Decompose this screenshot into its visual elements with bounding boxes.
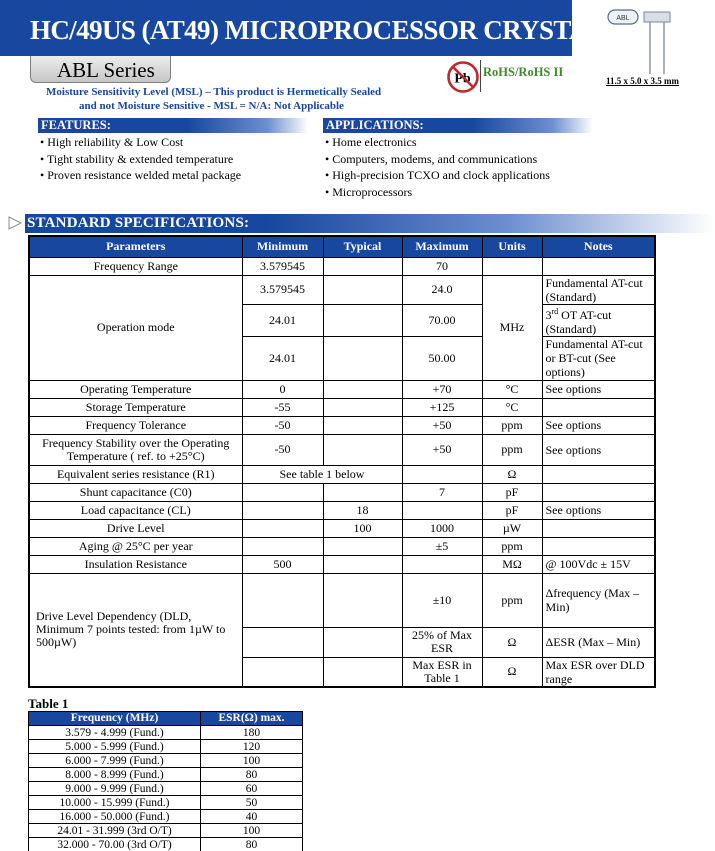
esr-cell: 50	[201, 796, 303, 810]
esr-cell: 180	[201, 726, 303, 740]
title-bar	[0, 0, 606, 56]
table-row	[29, 501, 655, 519]
param-cell: Frequency Tolerance	[29, 416, 242, 434]
frequency-cell: 16.000 - 50.000 (Fund.)	[29, 810, 201, 824]
notes-superscript: rd	[551, 306, 559, 316]
max-cell: 24.0	[402, 275, 482, 304]
units-cell: Ω	[482, 465, 542, 483]
frequency-cell: 3.579 - 4.999 (Fund.)	[29, 726, 201, 740]
application-item: • Microprocessors	[325, 184, 550, 201]
column-header: Typical	[323, 236, 402, 257]
column-header: Parameters	[29, 236, 242, 257]
units-cell: ppm	[482, 416, 542, 434]
pb-free-text: Pb	[454, 71, 471, 87]
param-cell: Frequency Stability over the Operating Temperature ( ref. to +25°C)	[29, 434, 242, 465]
notes-cell	[542, 398, 655, 416]
specifications-table	[28, 235, 656, 688]
min-cell: -55	[242, 398, 323, 416]
table-row	[29, 398, 655, 416]
notes-cell	[542, 304, 655, 336]
units-cell: MΩ	[482, 555, 542, 573]
min-cell	[242, 573, 323, 627]
application-item: • High-precision TCXO and clock applications	[325, 167, 550, 184]
application-item: • Computers, modems, and communications	[325, 151, 550, 168]
msl-line-1: Moisture Sensitivity Level (MSL) – This product is Hermetically Sealed	[46, 86, 382, 98]
notes-cell: @ 100Vdc ± 15V	[542, 555, 655, 573]
table-row	[29, 754, 303, 768]
table-header-row	[29, 236, 655, 257]
frequency-cell: 10.000 - 15.999 (Fund.)	[29, 796, 201, 810]
units-cell: ppm	[482, 537, 542, 555]
notes-text: OT AT-cut (Standard)	[545, 307, 612, 336]
product-image-label: ABL	[616, 15, 630, 22]
notes-cell: See options	[542, 434, 655, 465]
min-cell	[242, 537, 323, 555]
rohs-label: RoHS/RoHS II	[483, 65, 564, 79]
frequency-cell: 6.000 - 7.999 (Fund.)	[29, 754, 201, 768]
column-header: ESR(Ω) max.	[201, 712, 303, 726]
notes-cell: ΔESR (Max – Min)	[542, 627, 655, 657]
typ-cell	[323, 627, 402, 657]
column-header: Maximum	[402, 236, 482, 257]
param-cell: Shunt capacitance (C0)	[29, 483, 242, 501]
esr-cell: 60	[201, 782, 303, 796]
page-title: HC/49US (AT49) MICROPROCESSOR CRYSTAL	[30, 15, 606, 45]
typ-cell	[323, 336, 402, 380]
applications-list	[325, 134, 550, 200]
notes-cell: Max ESR over DLD range	[542, 657, 655, 687]
esr-cell: 100	[201, 824, 303, 838]
max-cell: 25% of Max ESR	[402, 627, 482, 657]
units-cell: pF	[482, 483, 542, 501]
table-row	[29, 782, 303, 796]
frequency-cell: 9.000 - 9.999 (Fund.)	[29, 782, 201, 796]
esr-cell: 120	[201, 740, 303, 754]
table-header-row	[29, 712, 303, 726]
max-cell: 7	[402, 483, 482, 501]
table-row	[29, 726, 303, 740]
min-cell	[242, 519, 323, 537]
typ-cell	[323, 257, 402, 275]
units-cell: °C	[482, 380, 542, 398]
units-cell: MHz	[482, 275, 542, 380]
max-cell: 1000	[402, 519, 482, 537]
esr-span-cell: See table 1 below	[242, 465, 402, 483]
max-cell: +70	[402, 380, 482, 398]
typ-cell	[323, 275, 402, 304]
table-row	[29, 824, 303, 838]
section-arrow-icon	[8, 216, 22, 230]
series-label: ABL Series	[57, 58, 155, 82]
applications-heading: APPLICATIONS:	[323, 118, 593, 133]
max-cell: ±5	[402, 537, 482, 555]
param-cell: Aging @ 25°C per year	[29, 537, 242, 555]
notes-cell: Δfrequency (Max – Min)	[542, 573, 655, 627]
table-row	[29, 573, 655, 627]
min-cell: 3.579545	[242, 275, 323, 304]
notes-cell	[542, 483, 655, 501]
max-cell: 70	[402, 257, 482, 275]
units-cell	[482, 257, 542, 275]
typ-cell	[323, 416, 402, 434]
feature-item: • Tight stability & extended temperature	[40, 151, 241, 168]
table-row	[29, 796, 303, 810]
min-cell	[242, 483, 323, 501]
table-row	[29, 810, 303, 824]
column-header: Minimum	[242, 236, 323, 257]
units-cell: °C	[482, 398, 542, 416]
esr-table	[28, 711, 303, 851]
typ-cell: 100	[323, 519, 402, 537]
param-cell: Equivalent series resistance (R1)	[29, 465, 242, 483]
max-cell: +50	[402, 416, 482, 434]
esr-cell: 100	[201, 754, 303, 768]
frequency-cell: 32.000 - 70.00 (3rd O/T)	[29, 838, 201, 851]
typ-cell	[323, 380, 402, 398]
max-cell: Max ESR in Table 1	[402, 657, 482, 687]
table-row	[29, 555, 655, 573]
features-list	[40, 134, 241, 184]
param-cell: Load capacitance (CL)	[29, 501, 242, 519]
feature-item: • High reliability & Low Cost	[40, 134, 241, 151]
frequency-cell: 8.000 - 8.999 (Fund.)	[29, 768, 201, 782]
application-item: • Home electronics	[325, 134, 550, 151]
max-cell: +50	[402, 434, 482, 465]
notes-text: 3	[545, 307, 552, 322]
notes-cell	[542, 537, 655, 555]
table-row	[29, 838, 303, 851]
table-row	[29, 416, 655, 434]
typ-cell	[323, 398, 402, 416]
notes-cell: See options	[542, 380, 655, 398]
min-cell: 24.01	[242, 304, 323, 336]
max-cell: +125	[402, 398, 482, 416]
notes-cell: See options	[542, 501, 655, 519]
feature-item: • Proven resistance welded metal package	[40, 167, 241, 184]
min-cell: -50	[242, 434, 323, 465]
table-row	[29, 519, 655, 537]
notes-cell: See options	[542, 416, 655, 434]
typ-cell	[323, 434, 402, 465]
notes-cell	[542, 519, 655, 537]
typ-cell	[323, 304, 402, 336]
units-cell: Ω	[482, 627, 542, 657]
dimensions-label: 11.5 x 5.0 x 3.5 mm	[606, 76, 679, 86]
min-cell: 0	[242, 380, 323, 398]
param-cell: Drive Level Dependency (DLD, Minimum 7 points tested: from 1µW to 500µW)	[29, 573, 242, 687]
param-cell: Insulation Resistance	[29, 555, 242, 573]
specifications-heading: STANDARD SPECIFICATIONS:	[25, 214, 715, 233]
max-cell: ±10	[402, 573, 482, 627]
units-cell: ppm	[482, 573, 542, 627]
notes-cell	[542, 465, 655, 483]
max-cell	[402, 501, 482, 519]
min-cell: 500	[242, 555, 323, 573]
min-cell: -50	[242, 416, 323, 434]
notes-cell	[542, 257, 655, 275]
pb-free-icon	[446, 60, 480, 94]
typ-cell	[323, 555, 402, 573]
table-row	[29, 465, 655, 483]
typ-cell	[323, 573, 402, 627]
table-row	[29, 434, 655, 465]
table-row	[29, 275, 655, 304]
notes-cell: Fundamental AT-cut or BT-cut (See options)	[542, 336, 655, 380]
column-header: Units	[482, 236, 542, 257]
min-cell	[242, 627, 323, 657]
frequency-cell: 5.000 - 5.999 (Fund.)	[29, 740, 201, 754]
units-cell: Ω	[482, 657, 542, 687]
rohs-divider	[480, 60, 481, 92]
param-cell: Frequency Range	[29, 257, 242, 275]
units-cell: ppm	[482, 434, 542, 465]
column-header: Frequency (MHz)	[29, 712, 201, 726]
min-cell	[242, 501, 323, 519]
units-cell: pF	[482, 501, 542, 519]
esr-cell: 80	[201, 838, 303, 851]
max-cell	[402, 465, 482, 483]
max-cell: 70.00	[402, 304, 482, 336]
min-cell: 24.01	[242, 336, 323, 380]
esr-cell: 80	[201, 768, 303, 782]
table-row	[29, 380, 655, 398]
typ-cell: 18	[323, 501, 402, 519]
table-row	[29, 768, 303, 782]
param-cell: Storage Temperature	[29, 398, 242, 416]
min-cell	[242, 657, 323, 687]
esr-cell: 40	[201, 810, 303, 824]
frequency-cell: 24.01 - 31.999 (3rd O/T)	[29, 824, 201, 838]
table-row	[29, 483, 655, 501]
features-heading: FEATURES:	[38, 118, 308, 133]
table-row	[29, 537, 655, 555]
typ-cell	[323, 483, 402, 501]
typ-cell	[323, 657, 402, 687]
param-cell: Drive Level	[29, 519, 242, 537]
max-cell: 50.00	[402, 336, 482, 380]
series-tab	[30, 56, 171, 83]
notes-cell: Fundamental AT-cut (Standard)	[542, 275, 655, 304]
column-header: Notes	[542, 236, 655, 257]
table1-caption: Table 1	[28, 696, 69, 711]
table-row	[29, 740, 303, 754]
table-row	[29, 257, 655, 275]
units-cell: µW	[482, 519, 542, 537]
param-cell: Operating Temperature	[29, 380, 242, 398]
msl-line-2: and not Moisture Sensitive - MSL = N/A: Not Applicable	[79, 100, 344, 112]
min-cell: 3.579545	[242, 257, 323, 275]
typ-cell	[323, 537, 402, 555]
param-cell: Operation mode	[29, 275, 242, 380]
max-cell	[402, 555, 482, 573]
